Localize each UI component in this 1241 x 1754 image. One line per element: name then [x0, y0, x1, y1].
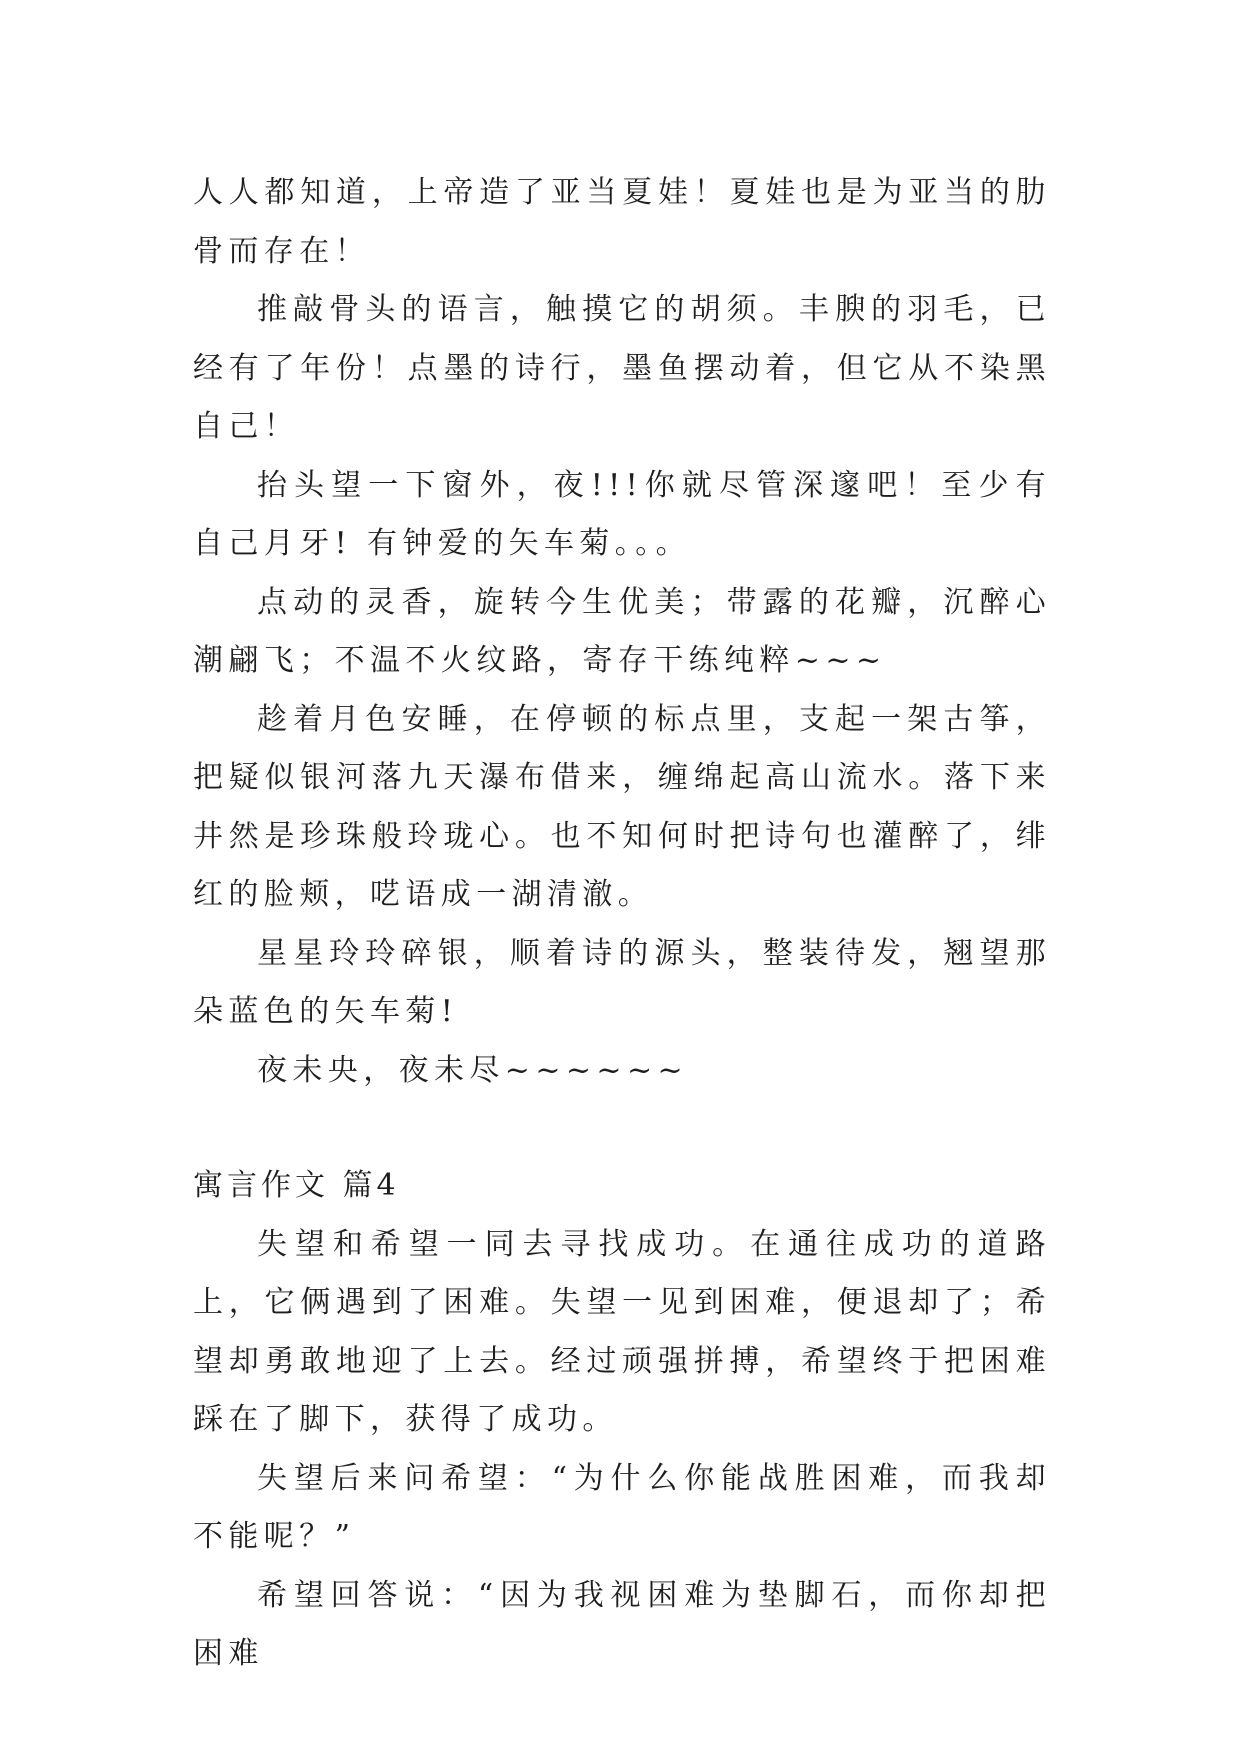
paragraph-despair-question: 失望后来问希望：“为什么你能战胜困难，而我却不能呢？”: [193, 1460, 1051, 1554]
paragraph-night-endless: 夜未央，夜未尽~~~~~~: [257, 1052, 689, 1088]
paragraph-fragrance: 点动的灵香，旋转今生优美；带露的花瓣，沉醉心潮翩飞；不温不火纹路，寄存干练纯粹~~~: [193, 584, 1051, 678]
paragraph-bones-language: 推敲骨头的语言，触摸它的胡须。丰腴的羽毛，已经有了年份！点墨的诗行，墨鱼摆动着，但它从不染黑自己！: [193, 292, 1051, 444]
section-heading: 寓言作文 篇4: [193, 1168, 400, 1203]
paragraph-hope-despair: 失望和希望一同去寻找成功。在通往成功的道路上，它俩遇到了困难。失望一见到困难，便退却了；希望却勇敢地迎了上去。经过顽强拼搏，希望终于把困难踩在了脚下，获得了成功。: [193, 1226, 1051, 1437]
paragraph-stars-silver: 星星玲玲碎银，顺着诗的源头，整装待发，翘望那朵蓝色的矢车菊!: [193, 935, 1051, 1029]
paragraph-adam-eve: 人人都知道，上帝造了亚当夏娃！夏娃也是为亚当的肋骨而存在！: [193, 175, 1051, 269]
paragraph-moonlight-sleep: 趁着月色安睡，在停顿的标点里，支起一架古筝，把疑似银河落九天瀑布借来，缠绵起高山流水。落下来井然是珍珠般玲珑心。也不知何时把诗句也灌醉了，绯红的脸颊，呓语成一湖清澈。: [193, 701, 1051, 912]
document-body: [193, 164, 1051, 1684]
paragraph-hope-answer: 希望回答说：“因为我视困难为垫脚石，而你却把困难: [193, 1577, 1051, 1671]
paragraph-night-window: 抬头望一下窗外，夜!!!你就尽管深邃吧！至少有自己月牙! 有钟爱的矢车菊。。。: [193, 467, 1051, 561]
